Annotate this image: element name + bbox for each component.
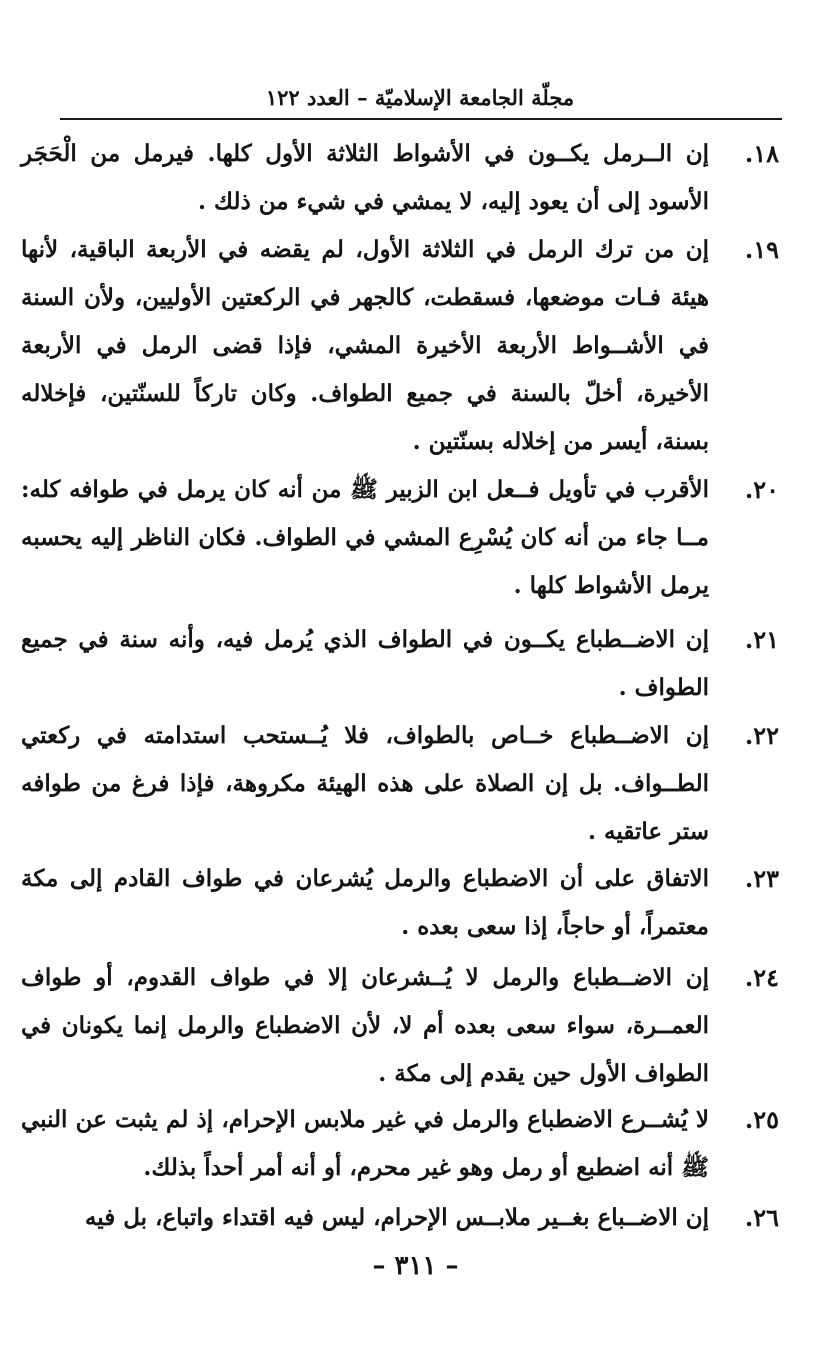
item-number: ١٨. [744, 139, 779, 168]
item-text: إن الاضــطباع والرمل لا يُــشرعان إلا في طواف القدوم، أو طواف العمــرة، سواء سعى بعده أم لا، لأن الاضطباع والرمل إنما يكونان في الطواف الأول حين يقدم إلى مكة . [21, 964, 709, 1087]
header-rule [60, 118, 782, 120]
page-number: – ٣١١ – [372, 1251, 459, 1281]
item-number: ٢١. [744, 625, 779, 654]
item-text: الاتفاق على أن الاضطباع والرمل يُشرعان في طواف القادم إلى مكة معتمراً، أو حاجاً، إذا سعى بعده . [21, 865, 709, 940]
item-number: ٢٤. [744, 963, 779, 992]
item-number: ٢٣. [744, 864, 779, 893]
item-text: إن من ترك الرمل في الثلاثة الأول، لم يقضه في الأربعة الباقية، لأنها هيئة فـات موضعها، فسقطت، كالجهر في الركعتين الأوليين، ولأن السنة في الأشــواط الأربعة الأخيرة المشي، فإذا قضى الرمل في الأربعة الأخيرة، أخلّ بالسنة في جميع الطواف. وكان تاركاً للسنّتين، فإخلاله بسنة، أيسر من إخلاله بسنّتين . [21, 236, 709, 455]
item-number: ٢٦. [744, 1203, 779, 1232]
item-number: ٢٥. [744, 1105, 779, 1134]
item-text: إن الــرمل يكــون في الأشواط الثلاثة الأول كلها. فيرمل من الْحَجَر الأسود إلى أن يعود إليه، لا يمشي في شيء من ذلك . [21, 140, 709, 215]
journal-header: مجلّة الجامعة الإسلاميّة – العدد ١٢٢ [265, 85, 575, 110]
item-text: إن الاضــطباع يكــون في الطواف الذي يُرمل فيه، وأنه سنة في جميع الطواف . [21, 626, 709, 701]
item-text: إن الاضــطباع خــاص بالطواف، فلا يُــستحب استدامته في ركعتي الطــواف. بل إن الصلاة على هذه الهيئة مكروهة، فإذا فرغ من طوافه ستر عاتقيه . [21, 722, 709, 845]
item-text: لا يُشــرع الاضطباع والرمل في غير ملابس الإحرام، إذ لم يثبت عن النبي ﷺ أنه اضطبع أو رمل وهو غير محرم، أو أنه أمر أحداً بذلك. [21, 1106, 709, 1181]
item-number: ١٩. [744, 235, 779, 264]
item-text: إن الاضــباع بغــير ملابــس الإحرام، ليس فيه اقتداء واتباع، بل فيه [84, 1204, 709, 1231]
item-text: الأقرب في تأويل فــعل ابن الزبير ﷺ من أنه كان يرمل في طوافه كله: مــا جاء من أنه كان يُسْرِع المشي في الطواف. فكان الناظر إليه يحسبه يرمل الأشواط كلها . [21, 476, 709, 599]
item-number: ٢٢. [744, 721, 779, 750]
item-number: ٢٠. [744, 475, 779, 504]
